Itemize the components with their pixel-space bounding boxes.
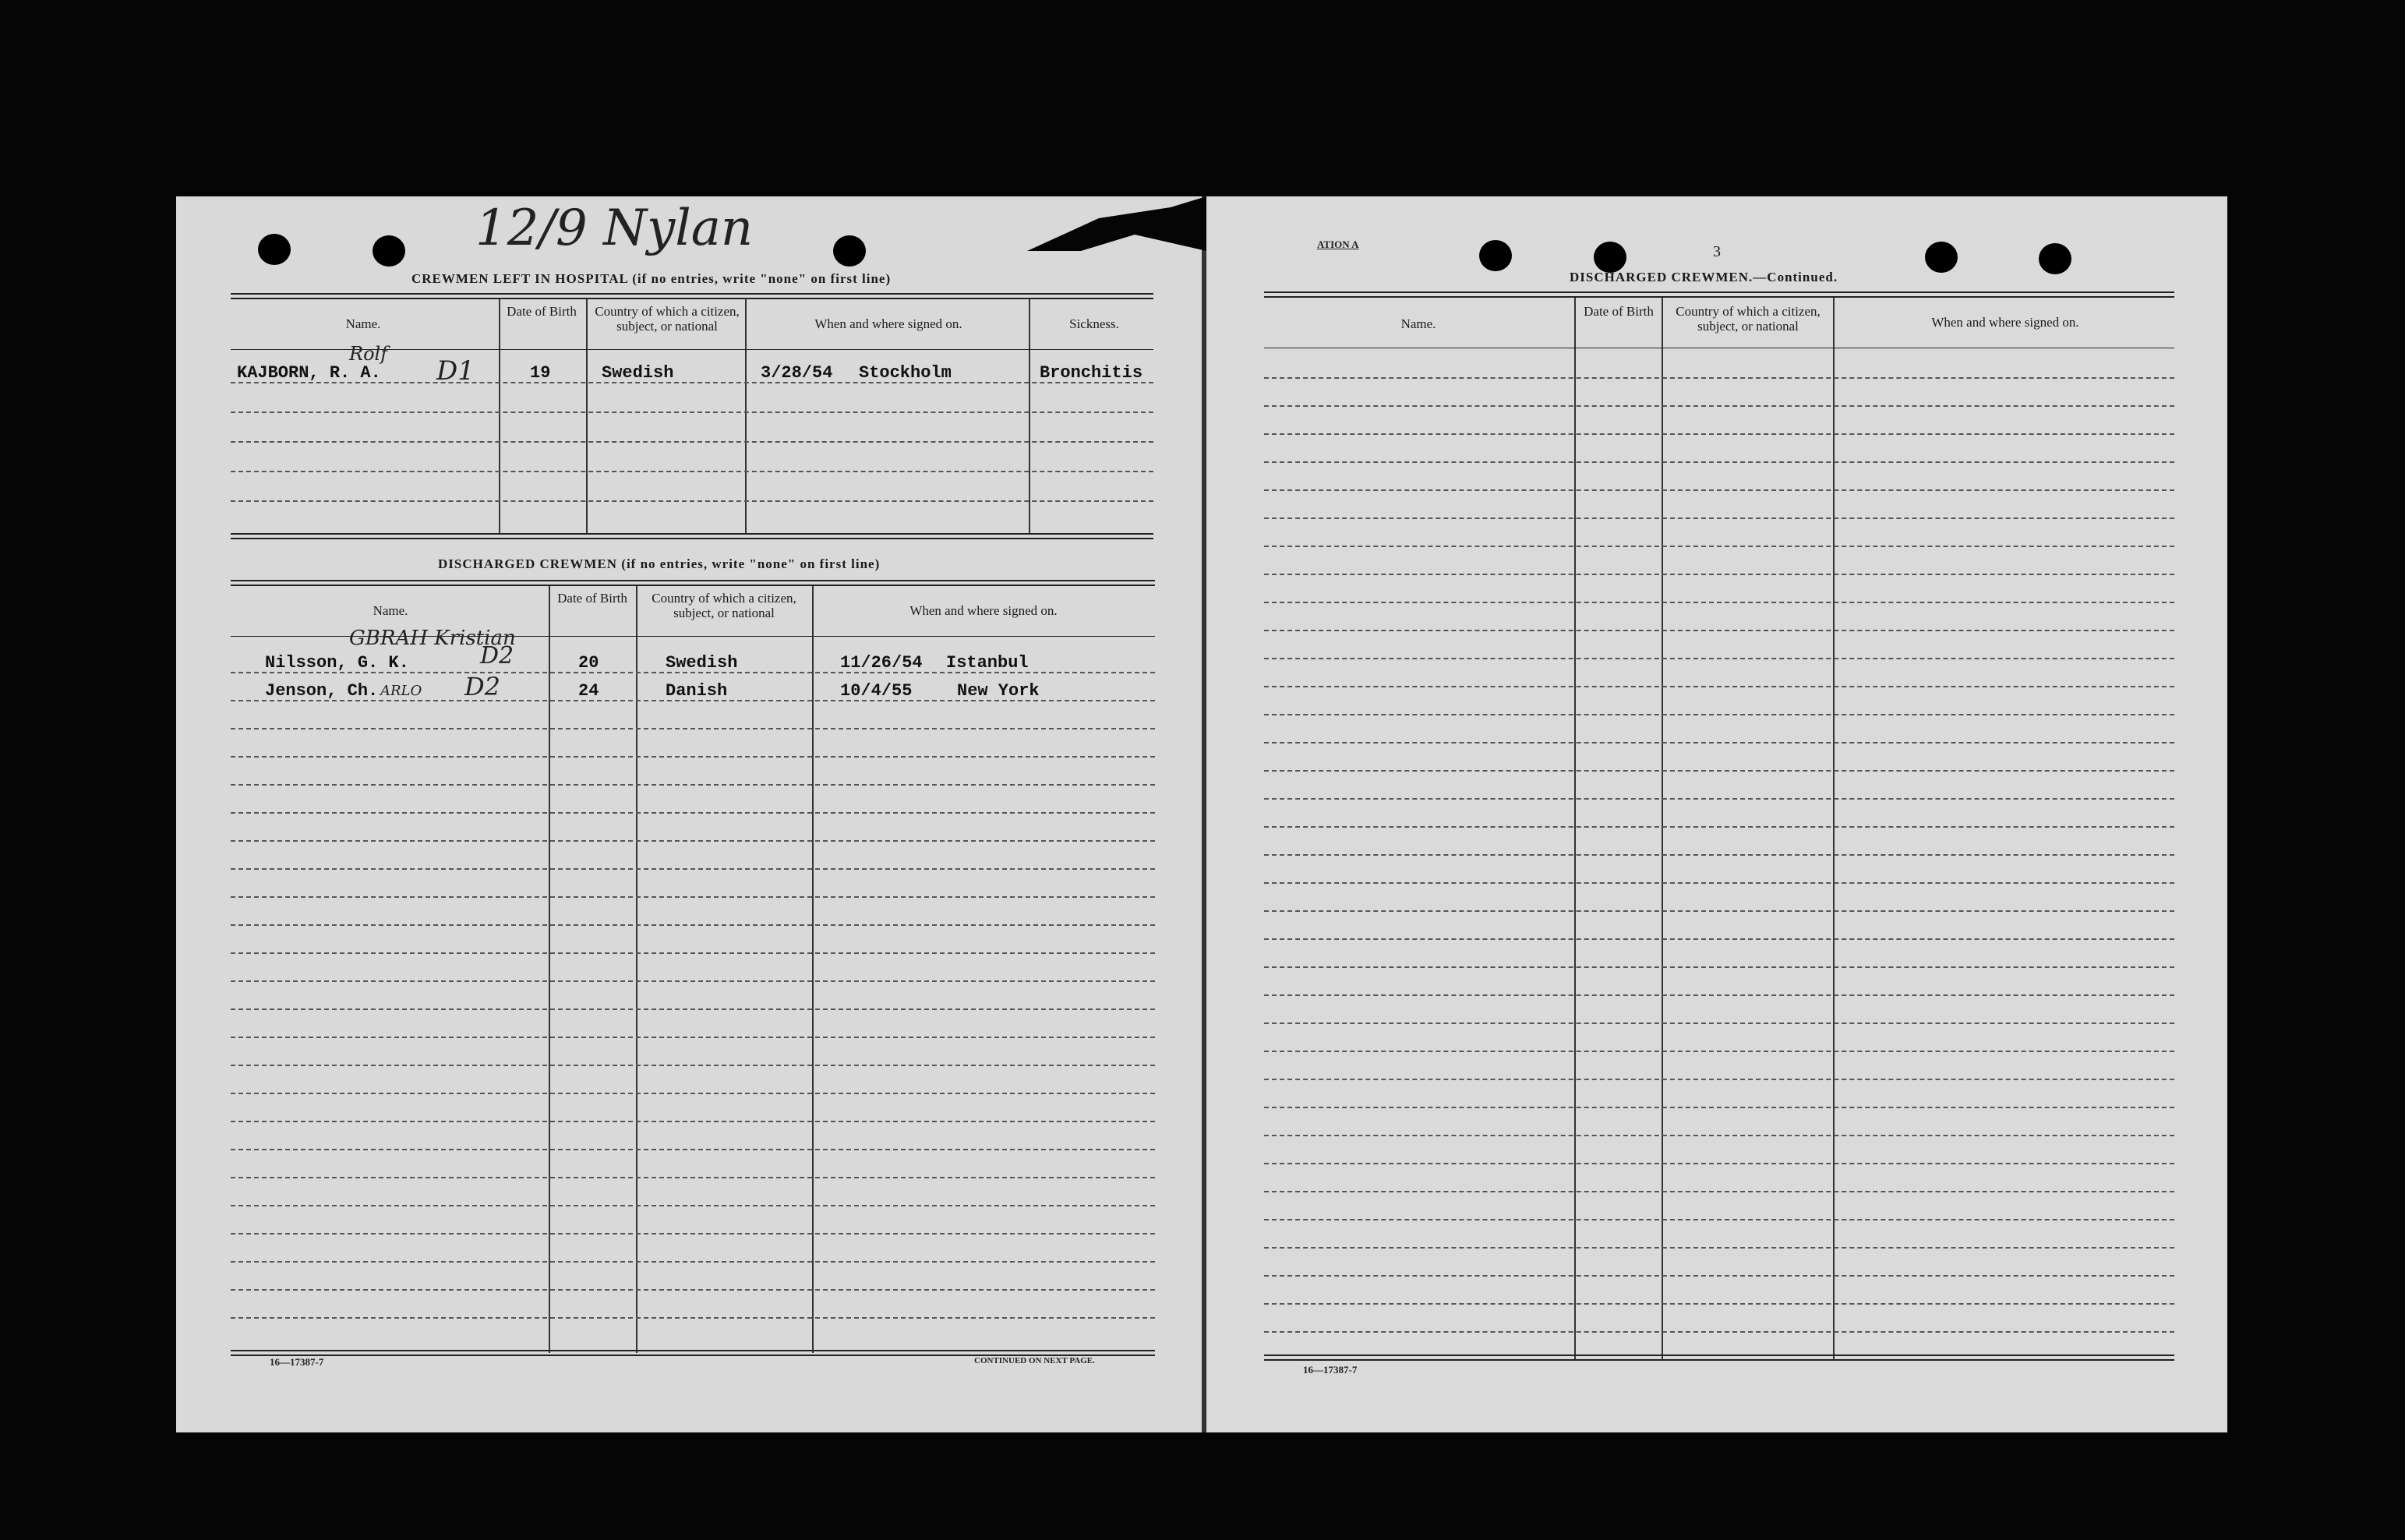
column-rule xyxy=(745,299,747,533)
discharged-row-name: Nilsson, G. K. xyxy=(265,653,409,673)
discharged-row-name: Jenson, Ch. xyxy=(265,681,379,701)
entry-line xyxy=(1264,433,2174,435)
entry-line xyxy=(1264,489,2174,491)
entry-line xyxy=(231,382,1153,383)
entry-line xyxy=(231,700,1155,701)
discharged-row-dob: 24 xyxy=(578,681,599,701)
entry-line xyxy=(231,868,1155,870)
hospital-section-title: CREWMEN LEFT IN HOSPITAL (if no entries, write "none" on first line) xyxy=(411,271,892,286)
punch-hole xyxy=(1925,242,1958,273)
col-header-signed-on: When and where signed on. xyxy=(1931,315,2079,330)
entry-line xyxy=(231,756,1155,758)
entry-line xyxy=(231,672,1155,673)
entry-line xyxy=(1264,798,2174,800)
entry-line xyxy=(1264,938,2174,940)
discharged-row-signed-date: 11/26/54 xyxy=(840,653,923,673)
column-rule xyxy=(586,299,588,533)
punch-hole xyxy=(2039,243,2071,274)
hospital-row-country: Swedish xyxy=(602,363,674,383)
entry-line xyxy=(1264,826,2174,828)
col-header-signed-on: When and where signed on. xyxy=(909,603,1058,618)
entry-line xyxy=(231,896,1155,898)
column-rule xyxy=(1662,298,1663,1359)
entry-line xyxy=(231,1233,1155,1234)
entry-line xyxy=(231,728,1155,729)
section-end xyxy=(1264,1355,2174,1356)
entry-line xyxy=(231,411,1153,413)
divider xyxy=(231,293,1153,295)
entry-line xyxy=(1264,966,2174,968)
name-annotation: GBRAH Kristian xyxy=(349,627,516,650)
entry-line xyxy=(231,1177,1155,1178)
entry-line xyxy=(231,840,1155,842)
entry-line xyxy=(1264,1303,2174,1305)
entry-line xyxy=(1264,1135,2174,1136)
col-header-name: Name. xyxy=(1400,316,1436,331)
punch-hole xyxy=(258,234,291,265)
entry-line xyxy=(231,1261,1155,1263)
entry-line xyxy=(1264,1191,2174,1192)
entry-line xyxy=(1264,1107,2174,1108)
entry-line xyxy=(1264,517,2174,519)
entry-line xyxy=(1264,1023,2174,1024)
column-rule xyxy=(1029,299,1030,533)
entry-line xyxy=(231,1205,1155,1206)
footer-form-number: 16—17387-7 xyxy=(1303,1364,1358,1376)
col-header-country: Country of which a citizen, subject, or national xyxy=(652,591,796,620)
entry-line xyxy=(1264,602,2174,603)
entry-line xyxy=(1264,1331,2174,1333)
col-header-signed-on: When and where signed on. xyxy=(814,316,962,331)
section-end xyxy=(231,533,1153,535)
entry-line xyxy=(231,784,1155,786)
entry-line xyxy=(1264,461,2174,463)
col-header-country: Country of which a citizen, subject, or national xyxy=(595,304,740,334)
hospital-row-signed-date: 3/28/54 xyxy=(761,363,833,383)
footer-form-number: 16—17387-7 xyxy=(270,1356,324,1368)
entry-line xyxy=(1264,770,2174,772)
entry-line xyxy=(1264,546,2174,547)
entry-line xyxy=(1264,1247,2174,1249)
entry-line xyxy=(1264,405,2174,407)
entry-line xyxy=(1264,1219,2174,1220)
entry-line xyxy=(231,1289,1155,1291)
entry-line xyxy=(1264,1079,2174,1080)
footer-continued: CONTINUED ON NEXT PAGE. xyxy=(974,1356,1095,1365)
section-end xyxy=(231,538,1153,539)
entry-line xyxy=(231,812,1155,814)
divider xyxy=(231,585,1155,586)
entry-line xyxy=(231,1093,1155,1094)
col-header-dob: Date of Birth xyxy=(557,591,627,606)
entry-line xyxy=(1264,854,2174,856)
mark-annotation: D1 xyxy=(436,355,475,387)
discharged-row-signed-place: New York xyxy=(957,681,1040,701)
punch-hole xyxy=(833,235,866,267)
entry-line xyxy=(1264,742,2174,744)
page-number: 3 xyxy=(1713,243,1721,260)
entry-line xyxy=(1264,658,2174,659)
col-header-sickness: Sickness. xyxy=(1069,316,1119,331)
mark-annotation: D2 xyxy=(480,642,514,669)
entry-line xyxy=(231,1121,1155,1122)
entry-line xyxy=(231,1037,1155,1038)
divider xyxy=(1264,296,2174,298)
section-end xyxy=(231,1350,1155,1351)
entry-line xyxy=(231,1149,1155,1150)
divider xyxy=(1264,291,2174,293)
divider xyxy=(231,580,1155,581)
entry-line xyxy=(231,952,1155,954)
entry-line xyxy=(1264,377,2174,379)
discharged-section-title: DISCHARGED CREWMEN (if no entries, write "none" on first line) xyxy=(438,556,881,571)
punch-hole xyxy=(1479,240,1512,271)
entry-line xyxy=(231,924,1155,926)
entry-line xyxy=(1264,1051,2174,1052)
column-rule xyxy=(499,299,500,533)
name-annotation: Rolf xyxy=(349,343,388,365)
entry-line xyxy=(1264,994,2174,996)
entry-line xyxy=(1264,1275,2174,1277)
col-header-name: Name. xyxy=(345,316,381,331)
col-header-name: Name. xyxy=(373,603,408,618)
corner-label: ATION A xyxy=(1317,238,1359,250)
entry-line xyxy=(1264,686,2174,687)
entry-line xyxy=(231,1317,1155,1319)
hospital-row-sickness: Bronchitis xyxy=(1040,363,1143,383)
entry-line xyxy=(231,500,1153,502)
entry-line xyxy=(1264,882,2174,884)
entry-line xyxy=(1264,574,2174,575)
right-section-title: DISCHARGED CREWMEN.—Continued. xyxy=(1570,270,1838,284)
column-rule xyxy=(1574,298,1576,1359)
entry-line xyxy=(231,1065,1155,1066)
col-header-dob: Date of Birth xyxy=(507,304,577,319)
column-rule xyxy=(1833,298,1835,1359)
hospital-row-name: KAJBORN, R. A. xyxy=(237,363,381,383)
entry-line xyxy=(231,471,1153,472)
mark-annotation: D2 xyxy=(464,672,501,701)
entry-line xyxy=(231,980,1155,982)
punch-hole xyxy=(1594,242,1626,273)
hospital-row-signed-place: Stockholm xyxy=(859,363,952,383)
discharged-row-country: Swedish xyxy=(666,653,738,673)
handwritten-header: 12/9 Nylan xyxy=(475,200,754,257)
entry-line xyxy=(1264,714,2174,715)
entry-line xyxy=(1264,1163,2174,1164)
entry-line xyxy=(1264,910,2174,912)
entry-line xyxy=(231,441,1153,443)
punch-hole xyxy=(373,235,405,267)
discharged-row-signed-place: Istanbul xyxy=(946,653,1029,673)
name-annotation: ARLO xyxy=(380,683,422,699)
col-header-country: Country of which a citizen, subject, or national xyxy=(1676,304,1821,334)
entry-line xyxy=(231,1008,1155,1010)
section-end xyxy=(1264,1359,2174,1361)
page-seam xyxy=(1202,196,1206,1432)
col-header-dob: Date of Birth xyxy=(1584,304,1654,319)
discharged-row-dob: 20 xyxy=(578,653,599,673)
hospital-row-dob: 19 xyxy=(530,363,551,383)
divider xyxy=(231,298,1153,299)
discharged-row-country: Danish xyxy=(666,681,728,701)
discharged-row-signed-date: 10/4/55 xyxy=(840,681,913,701)
entry-line xyxy=(1264,630,2174,631)
